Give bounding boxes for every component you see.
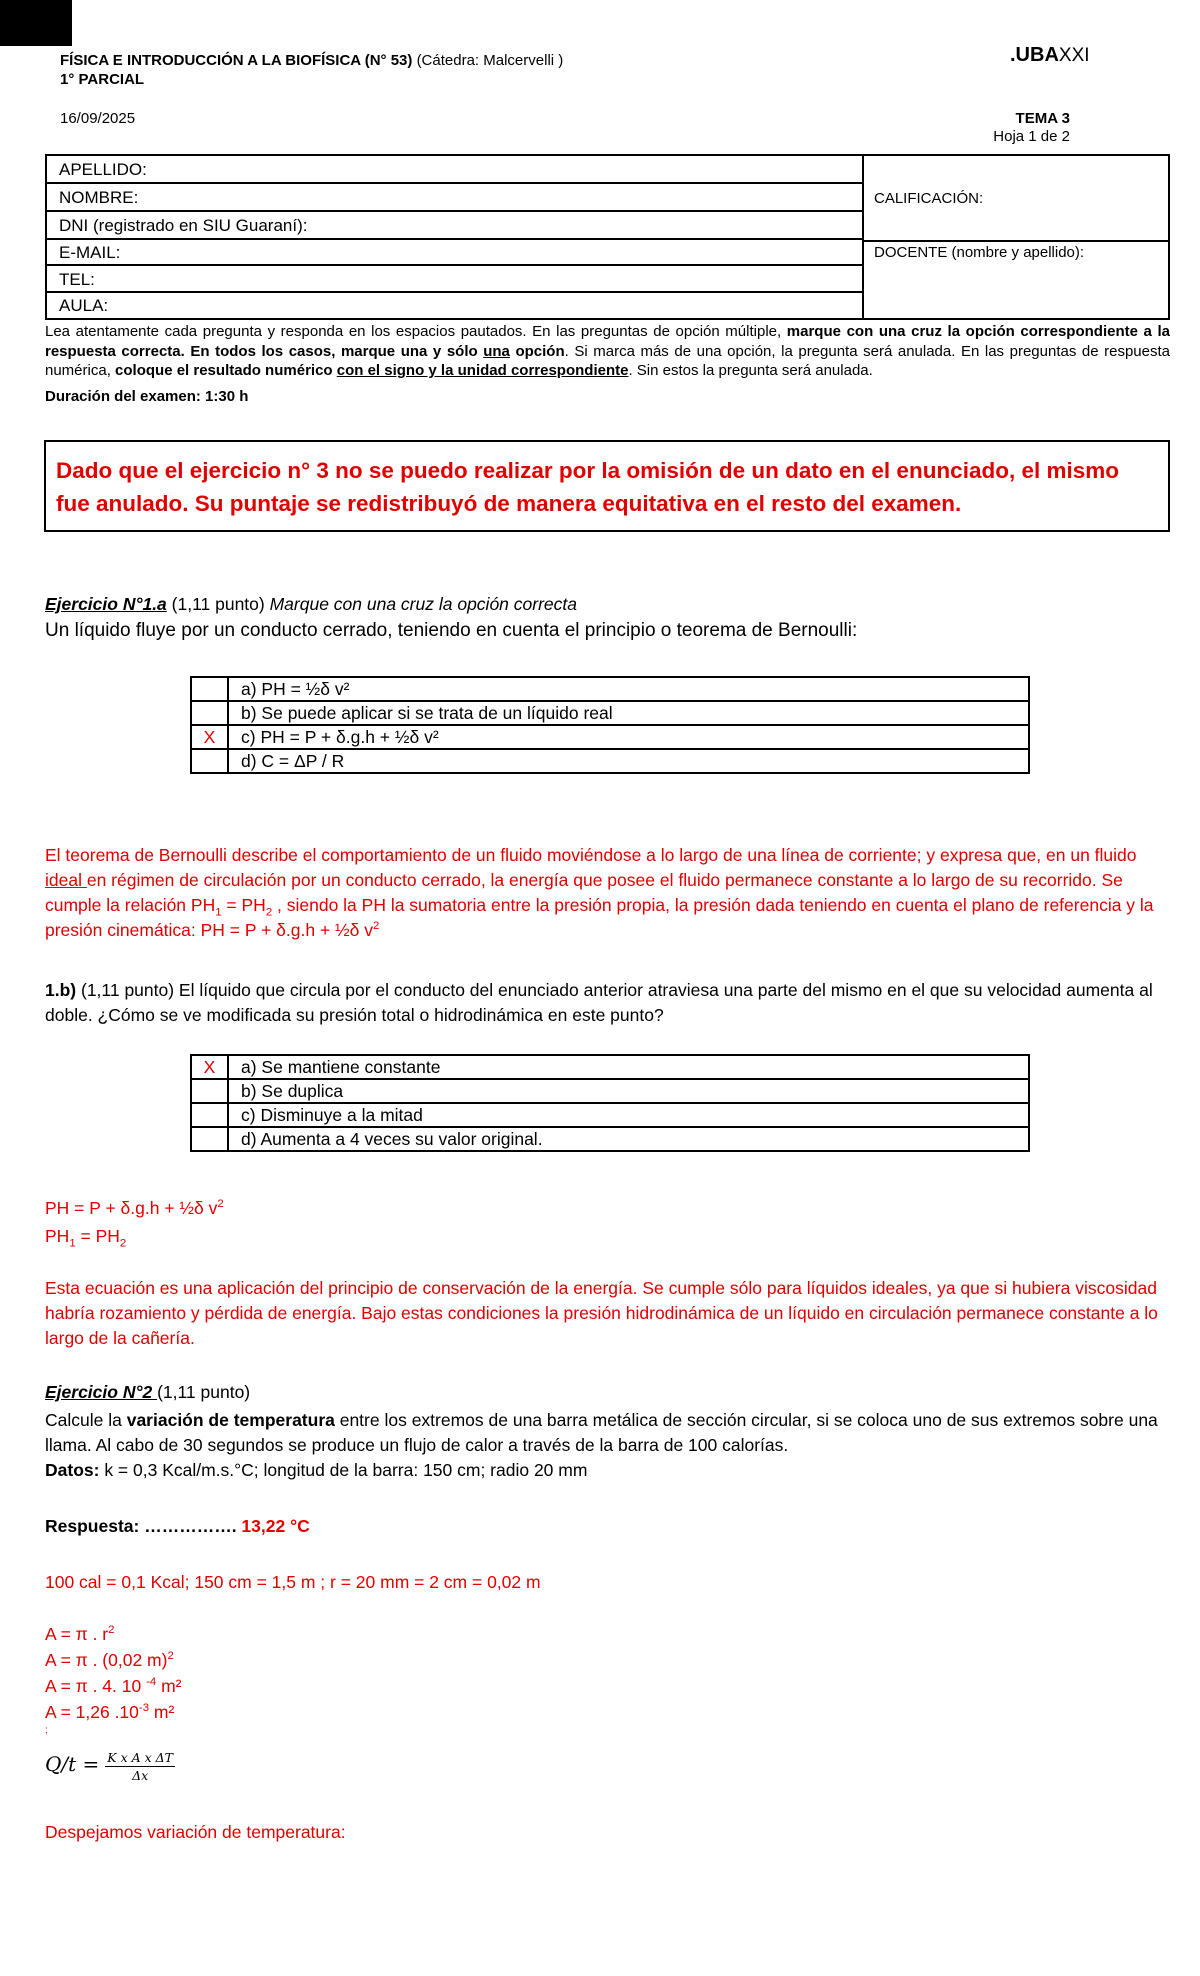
annulment-notice: Dado que el ejercicio n° 3 no se puedo realizar por la omisión de un dato en el enunciado, el mismo fue anulado. Su puntaje se redistribuyó de manera equitativa en el resto del examen. bbox=[44, 440, 1170, 532]
option-row bbox=[191, 1127, 1029, 1151]
student-id-table bbox=[45, 154, 1170, 320]
tel-field[interactable]: TEL: bbox=[47, 266, 862, 293]
option-text: a) Se mantiene constante bbox=[228, 1055, 1029, 1079]
apellido-field[interactable]: APELLIDO: bbox=[47, 156, 862, 184]
option-checkbox[interactable]: X bbox=[191, 1055, 228, 1079]
instructions: Lea atentamente cada pregunta y responda en los espacios pautados. En las preguntas de opción múltiple, marque con una cruz la opción correspondiente a la respuesta correcta. En todos los casos, marque una y sólo una opción. Si marca más de una opción, la pregunta será anulada. En las preguntas de respuesta numérica, coloque el resultado numérico con el signo y la unidad correspondiente. Sin estos la pregunta será anulada. bbox=[45, 323, 1171, 379]
option-row bbox=[191, 725, 1029, 749]
exercise-1a-options bbox=[190, 676, 1030, 774]
option-checkbox[interactable] bbox=[191, 1103, 228, 1127]
catedra: (Cátedra: Malcervelli ) bbox=[416, 52, 564, 69]
option-row bbox=[191, 1055, 1029, 1079]
option-text: b) Se puede aplicar si se trata de un líquido real bbox=[228, 701, 1029, 725]
dni-field[interactable]: DNI (registrado en SIU Guaraní): bbox=[47, 212, 862, 240]
option-text: b) Se duplica bbox=[228, 1079, 1029, 1103]
option-row bbox=[191, 1103, 1029, 1127]
option-text: d) Aumenta a 4 veces su valor original. bbox=[228, 1127, 1029, 1151]
calificacion-label: CALIFICACIÓN: bbox=[874, 190, 984, 207]
course-title: FÍSICA E INTRODUCCIÓN A LA BIOFÍSICA (N° 53) (Cátedra: Malcervelli ) bbox=[60, 52, 564, 69]
option-checkbox[interactable]: X bbox=[191, 725, 228, 749]
exercise-1a-title: Ejercicio N°1.a (1,11 punto) Marque con una cruz la opción correcta bbox=[45, 594, 577, 614]
answer-value: 13,22 °C bbox=[236, 1516, 310, 1536]
exercise-1a-stem: Un líquido fluye por un conducto cerrado, teniendo en cuenta el principio o teorema de Bernoulli: bbox=[45, 620, 858, 641]
option-checkbox[interactable] bbox=[191, 701, 228, 725]
answer-line: Respuesta: ……………. 13,22 °C bbox=[45, 1516, 310, 1536]
page-count: Hoja 1 de 2 bbox=[993, 128, 1070, 145]
docente-label: DOCENTE (nombre y apellido): bbox=[874, 244, 1085, 261]
formula-ph: PH = P + δ.g.h + ½δ $v^2$ bbox=[45, 1198, 224, 1218]
exercise-1b-question: 1.b) (1,11 punto) El líquido que circula por el conducto del enunciado anterior atraviesa una parte del mismo en el que su velocidad aumenta al doble. ¿Cómo se ve modificada su presión total o hidrodinámica en este punto? bbox=[45, 980, 1153, 1025]
option-row bbox=[191, 749, 1029, 773]
option-row bbox=[191, 677, 1029, 701]
email-field[interactable]: E-MAIL: bbox=[47, 240, 862, 266]
exam-name: 1° PARCIAL bbox=[60, 71, 145, 88]
option-checkbox[interactable] bbox=[191, 1079, 228, 1103]
despejamos-label: Despejamos variación de temperatura: bbox=[45, 1822, 346, 1842]
area-step: A = π . 4. 10 $^{-4}$ m² bbox=[45, 1676, 182, 1696]
exercise-1b-explanation: Esta ecuación es una aplicación del principio de conservación de la energía. Se cumple sólo para líquidos ideales, ya que si hubiera viscosidad habría rozamiento y pérdida de energía. Bajo estas condiciones la presión hidrodinámica de un líquido en circulación permanece constante a lo largo de la cañería. bbox=[45, 1278, 1158, 1348]
exam-duration: Duración del examen: 1:30 h bbox=[45, 388, 249, 405]
area-step: A = 1,26 $.10^{-3}$ m² bbox=[45, 1702, 175, 1722]
exercise-2-statement: Calcule la variación de temperatura entre los extremos de una barra metálica de sección circular, si se coloca uno de sus extremos sobre una llama. Al cabo de 30 segundos se produce un flujo de calor a través de la barra de 100 calorías. Datos: k = 0,3 Kcal/m.s.°C; longitud de la barra: 150 cm; radio 20 mm bbox=[45, 1410, 1158, 1480]
option-text: c) PH = P + δ.g.h + ½δ v² bbox=[228, 725, 1029, 749]
stray-semicolon: ; bbox=[45, 1725, 48, 1736]
exercise-1a-explanation: El teorema de Bernoulli describe el comportamiento de un fluido moviéndose a lo largo de una línea de corriente; y expresa que, en un fluido ideal en régimen de circulación por un conducto cerrado, la energía que posee el fluido permanece constante a lo largo de su recorrido. Se cumple la relación $PH_1 = PH_2$ , siendo la PH la sumatoria entre la presión propia, la presión dada teniendo en cuenta el plano de referencia y la presión cinemática: PH = P + δ.g.h + ½δ $v^2$ bbox=[45, 845, 1154, 940]
formula-ph-equality: $PH_1 = PH_2$ bbox=[45, 1226, 127, 1250]
option-text: c) Disminuye a la mitad bbox=[228, 1103, 1029, 1127]
area-step: A = π . $r^2$ bbox=[45, 1624, 115, 1644]
exercise-2-title: Ejercicio N°2 (1,11 punto) bbox=[45, 1382, 251, 1402]
exam-date: 16/09/2025 bbox=[60, 110, 136, 127]
option-checkbox[interactable] bbox=[191, 749, 228, 773]
option-checkbox[interactable] bbox=[191, 1127, 228, 1151]
heat-flow-formula: Q/t = $\frac{\text{K x A x ΔT}}{\Delta x}$ bbox=[45, 1750, 174, 1783]
tema-label: TEMA 3 bbox=[1015, 110, 1070, 127]
option-text: d) C = ΔP / R bbox=[228, 749, 1029, 773]
uba-logo: .UBAXXI bbox=[1010, 44, 1090, 66]
area-step: A = π . (0,02 m)$^2$ bbox=[45, 1650, 174, 1670]
option-row bbox=[191, 1079, 1029, 1103]
option-row bbox=[191, 701, 1029, 725]
unit-conversion: 100 cal = 0,1 Kcal; 150 cm = 1,5 m ; r = 20 mm = 2 cm = 0,02 m bbox=[45, 1572, 541, 1592]
exercise-1b-options bbox=[190, 1054, 1030, 1152]
option-checkbox[interactable] bbox=[191, 677, 228, 701]
black-corner-mark bbox=[0, 0, 72, 46]
aula-field[interactable]: AULA: bbox=[59, 296, 109, 315]
option-text: a) PH = ½δ v² bbox=[228, 677, 1029, 701]
nombre-field[interactable]: NOMBRE: bbox=[47, 184, 862, 212]
